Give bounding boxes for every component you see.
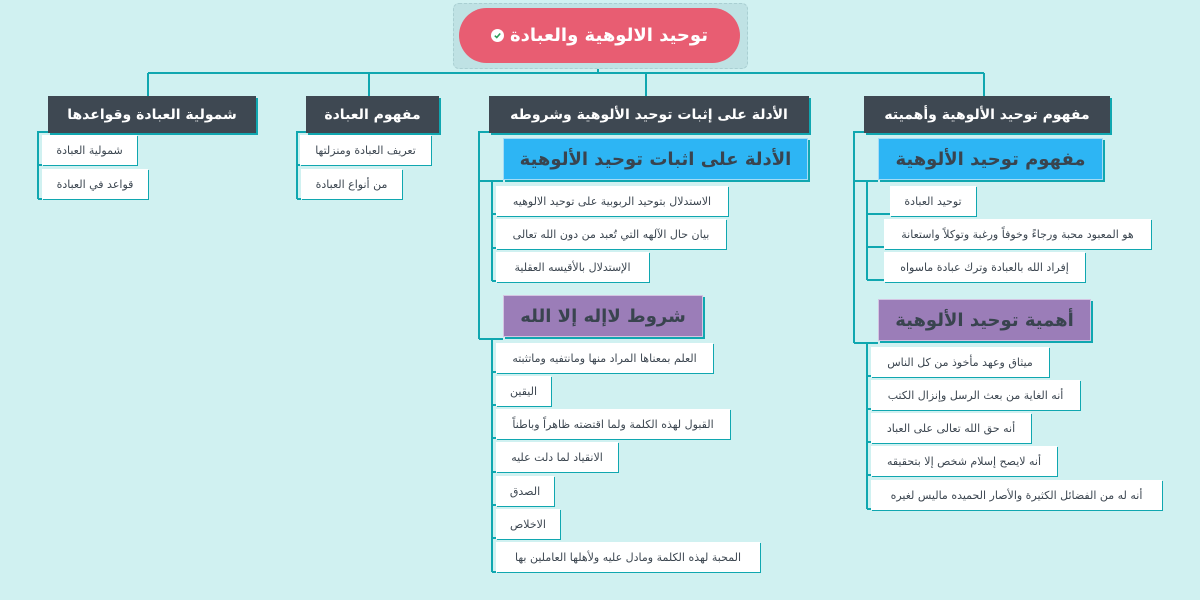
leaf-item[interactable] — [884, 252, 1085, 282]
leaf-item[interactable] — [496, 186, 728, 216]
leaf-label: توحيد العبادة — [904, 194, 962, 208]
subtopic-importance-uluhiyya[interactable] — [878, 299, 1091, 341]
leaf-item[interactable] — [42, 169, 148, 199]
leaf-item[interactable] — [496, 476, 554, 506]
leaf-label: تعريف العبادة ومنزلتها — [315, 143, 416, 157]
leaf-label: شمولية العبادة — [56, 143, 123, 157]
subtopic-label: مفهوم توحيد الألوهية — [895, 148, 1086, 170]
leaf-label: من أنواع العبادة — [315, 177, 388, 191]
leaf-label: المحبة لهذه الكلمة ومادل عليه ولأهلها العاملين بها — [515, 550, 741, 564]
leaf-item[interactable] — [871, 347, 1049, 377]
central-topic-label: توحيد الالوهية والعبادة — [510, 25, 708, 46]
leaf-item[interactable] — [871, 480, 1162, 510]
main-topic-label: شمولية العبادة وقواعدها — [67, 106, 237, 123]
leaf-item[interactable] — [496, 376, 551, 406]
leaf-label: أنه حق الله تعالى على العباد — [886, 421, 1016, 435]
check-circle-icon — [491, 29, 504, 42]
leaf-label: قواعد في العبادة — [56, 177, 134, 191]
leaf-label: أنه له من الفضائل الكثيرة والأصار الحميده ماليس لغيره — [890, 488, 1143, 502]
leaf-label: العلم بمعناها المراد منها ومانتفيه وماتثبته — [512, 351, 697, 365]
main-topic-worship-comprehensiveness[interactable] — [48, 96, 256, 133]
main-topic-evidence-conditions[interactable] — [489, 96, 809, 133]
leaf-item[interactable] — [42, 135, 137, 165]
subtopic-label: أهمية توحيد الألوهية — [895, 309, 1074, 331]
leaf-item[interactable] — [496, 442, 618, 472]
leaf-label: أنه الغاية من بعث الرسل وإنزال الكتب — [887, 388, 1064, 402]
leaf-label: القبول لهذه الكلمة ولما اقتضته ظاهراً وباطناً — [512, 417, 714, 431]
main-topic-label: الأدلة على إثبات توحيد الألوهية وشروطه — [510, 106, 788, 123]
leaf-item[interactable] — [890, 186, 976, 216]
leaf-item[interactable] — [496, 542, 760, 572]
leaf-label: أنه لايصح إسلام شخص إلا بتحقيقه — [886, 454, 1042, 468]
leaf-item[interactable] — [496, 343, 713, 373]
subtopic-concept-uluhiyya[interactable] — [878, 138, 1103, 180]
leaf-label: الاستدلال بتوحيد الربوبية على توحيد الالوهيه — [512, 194, 712, 208]
main-topic-worship-concept[interactable] — [306, 96, 439, 133]
subtopic-conditions-shahada[interactable] — [503, 295, 703, 337]
leaf-item[interactable] — [871, 446, 1057, 476]
leaf-item[interactable] — [496, 409, 730, 439]
leaf-item[interactable] — [871, 413, 1031, 443]
leaf-label: هو المعبود محبة ورجاءً وخوفاً ورغبة وتوكلاً واستعانة — [901, 227, 1134, 241]
leaf-item[interactable] — [301, 169, 402, 199]
leaf-label: الانقياد لما دلت عليه — [511, 450, 603, 464]
main-topic-label: مفهوم العبادة — [324, 106, 421, 123]
subtopic-label: شروط لاإله إلا الله — [520, 305, 686, 327]
leaf-item[interactable] — [884, 219, 1151, 249]
leaf-label: الصدق — [509, 484, 541, 498]
main-topic-label: مفهوم توحيد الألوهية وأهميته — [884, 106, 1090, 123]
leaf-label: اليقين — [510, 384, 537, 398]
leaf-label: الاخلاص — [510, 517, 546, 531]
subtopic-label: الأدلة على اثبات توحيد الألوهية — [519, 148, 792, 170]
leaf-item[interactable] — [496, 252, 649, 282]
leaf-item[interactable] — [871, 380, 1080, 410]
leaf-item[interactable] — [300, 135, 431, 165]
leaf-label: الإستدلال بالأقيسه العقلية — [514, 260, 631, 274]
central-topic[interactable] — [459, 8, 740, 63]
subtopic-evidence-uluhiyya[interactable] — [503, 138, 808, 180]
leaf-label: بيان حال الآلهه التي تُعبد من دون الله تعالى — [512, 227, 710, 241]
leaf-label: إفراد الله بالعبادة وترك عبادة ماسواه — [900, 260, 1069, 274]
leaf-label: ميثاق وعهد مأخوذ من كل الناس — [887, 355, 1033, 369]
leaf-item[interactable] — [496, 509, 560, 539]
main-topic-concept-importance[interactable] — [864, 96, 1110, 133]
leaf-item[interactable] — [496, 219, 726, 249]
